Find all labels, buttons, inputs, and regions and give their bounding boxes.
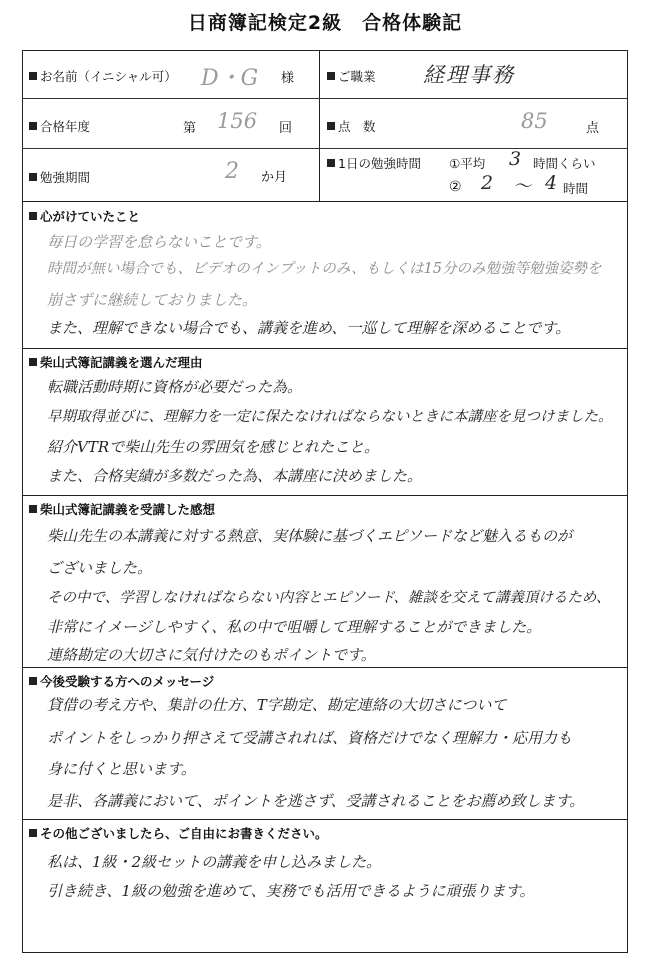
page-title: 日商簿記検定2級 合格体験記: [187, 12, 463, 34]
name-label: お名前（イニシャル可）: [29, 67, 177, 85]
range-to: 4: [545, 172, 558, 194]
name-suffix: 様: [281, 71, 295, 86]
bullet-square-icon: [29, 358, 37, 366]
year-suffix: 回: [279, 121, 293, 136]
bullet-square-icon: [29, 72, 37, 80]
bullet-square-icon: [327, 159, 335, 167]
other-line: 引き続き、1級の勉強を進めて、実務でも活用できるように頑張ります。: [47, 882, 535, 900]
bullet-square-icon: [327, 122, 335, 130]
bullet-square-icon: [327, 72, 335, 80]
bullet-square-icon: [29, 505, 37, 513]
score-label: 点 数: [327, 117, 376, 135]
reason-line: 早期取得並びに、理解力を一定に保たなければならないときに本講座を見つけました。: [47, 409, 613, 425]
message-line: 貸借の考え方や、集計の仕方、T字勘定、勘定連絡の大切さについて: [47, 696, 507, 714]
message-line: ポイントをしっかり押さえて受講されれば、資格だけでなく理解力・応用力も: [47, 729, 573, 747]
section-heading-reason: 柴山式簿記講義を選んだ理由: [29, 353, 203, 371]
impression-line: ございました。: [47, 559, 153, 577]
form-frame: [22, 50, 628, 953]
section-heading-mindset: 心がけていたこと: [29, 207, 140, 225]
reason-line: 紹介VTRで柴山先生の雰囲気を感じとれたこと。: [47, 438, 380, 456]
year-label: 合格年度: [29, 117, 90, 135]
score-value: 85: [521, 109, 548, 133]
year-value: 156: [217, 109, 258, 133]
bullet-square-icon: [29, 122, 37, 130]
mindset-line: 毎日の学習を怠らないことです。: [47, 233, 271, 251]
score-suffix: 点: [586, 121, 600, 136]
reason-line: 転職活動時期に資格が必要だった為。: [47, 378, 303, 396]
daily-label: 1日の勉強時間: [327, 154, 421, 172]
avg-suffix: 時間くらい: [533, 156, 596, 171]
range-suffix: 時間: [563, 181, 589, 196]
job-label: ご職業: [327, 67, 376, 85]
name-value: D・G: [201, 66, 259, 91]
job-value: 経理事務: [423, 63, 515, 87]
period-value: 2: [225, 159, 239, 184]
bullet-square-icon: [29, 677, 37, 685]
other-line: 私は、1級・2級セットの講義を申し込みました。: [47, 853, 382, 871]
message-line: 身に付くと思います。: [47, 760, 196, 778]
period-suffix: か月: [261, 170, 288, 185]
year-prefix: 第: [183, 121, 197, 136]
reason-line: また、合格実績が多数だった為、本講座に決めました。: [47, 467, 423, 485]
range-separator: 〜: [513, 176, 531, 197]
period-label: 勉強期間: [29, 168, 90, 186]
impression-line: 柴山先生の本講義に対する熱意、実体験に基づくエピソードなど魅入るものが: [47, 527, 573, 545]
section-heading-other: その他ございましたら、ご自由にお書きください。: [29, 824, 328, 842]
mindset-line: 崩さずに継続しておりました。: [47, 291, 258, 309]
bullet-square-icon: [29, 173, 37, 181]
section-heading-message: 今後受験する方へのメッセージ: [29, 672, 214, 690]
bullet-square-icon: [29, 212, 37, 220]
avg-label: ①平均: [449, 156, 486, 171]
impression-line: 連絡勘定の大切さに気付けたのもポイントです。: [47, 646, 376, 664]
mindset-line: 時間が無い場合でも、ビデオのインプットのみ、もしくは15分のみ勉強等勉強姿勢を: [47, 261, 602, 277]
impression-line: その中で、学習しなければならない内容とエピソード、雑談を交えて講義頂けるため、: [47, 590, 611, 606]
message-line: 是非、各講義において、ポイントを逃さず、受講されることをお薦め致します。: [47, 792, 585, 810]
section-heading-impression: 柴山式簿記講義を受講した感想: [29, 500, 215, 518]
mindset-line: また、理解できない場合でも、講義を進め、一巡して理解を深めることです。: [47, 319, 571, 337]
impression-line: 非常にイメージしやすく、私の中で咀嚼して理解することができました。: [47, 618, 542, 636]
avg-value: 3: [509, 148, 522, 170]
header-divider: [319, 51, 320, 201]
bullet-square-icon: [29, 829, 37, 837]
range-label: ②: [449, 179, 462, 195]
range-from: 2: [481, 172, 494, 194]
